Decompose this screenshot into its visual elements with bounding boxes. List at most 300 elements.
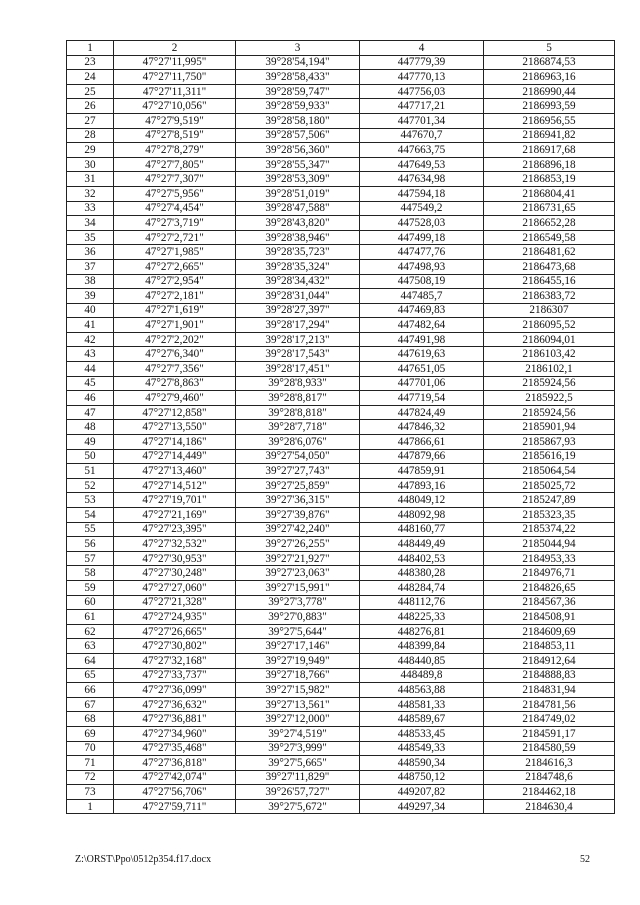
cell-x-coordinate: 447701,06 xyxy=(360,376,484,391)
cell-point-number: 45 xyxy=(67,376,114,391)
header-row xyxy=(67,41,615,56)
cell-point-number: 42 xyxy=(67,332,114,347)
cell-y-coordinate: 2185616,19 xyxy=(484,449,615,464)
cell-y-coordinate: 2186549,58 xyxy=(484,230,615,245)
cell-x-coordinate: 448049,12 xyxy=(360,493,484,508)
cell-longitude: 39°28'54,194" xyxy=(236,55,360,70)
cell-longitude: 39°28'34,432" xyxy=(236,274,360,289)
cell-y-coordinate: 2184853,11 xyxy=(484,639,615,654)
cell-longitude: 39°27'5,644" xyxy=(236,624,360,639)
cell-point-number: 61 xyxy=(67,610,114,625)
cell-latitude: 47°27'6,340" xyxy=(114,347,236,362)
cell-longitude: 39°27'0,883" xyxy=(236,610,360,625)
cell-x-coordinate: 447634,98 xyxy=(360,172,484,187)
header-cell-point: 1 xyxy=(67,41,114,56)
cell-point-number: 54 xyxy=(67,508,114,523)
table-row xyxy=(67,566,615,581)
cell-x-coordinate: 447649,53 xyxy=(360,157,484,172)
table-row xyxy=(67,551,615,566)
table-row xyxy=(67,259,615,274)
cell-y-coordinate: 2184749,02 xyxy=(484,712,615,727)
cell-latitude: 47°27'2,721" xyxy=(114,230,236,245)
table-row xyxy=(67,157,615,172)
cell-x-coordinate: 447549,2 xyxy=(360,201,484,216)
cell-longitude: 39°28'58,433" xyxy=(236,70,360,85)
cell-point-number: 37 xyxy=(67,259,114,274)
cell-latitude: 47°27'8,519" xyxy=(114,128,236,143)
cell-longitude: 39°27'42,240" xyxy=(236,522,360,537)
cell-x-coordinate: 447893,16 xyxy=(360,478,484,493)
cell-longitude: 39°28'31,044" xyxy=(236,289,360,304)
cell-latitude: 47°27'4,454" xyxy=(114,201,236,216)
cell-y-coordinate: 2186094,01 xyxy=(484,332,615,347)
cell-point-number: 31 xyxy=(67,172,114,187)
cell-point-number: 28 xyxy=(67,128,114,143)
table-row xyxy=(67,303,615,318)
table-row xyxy=(67,624,615,639)
cell-latitude: 47°27'14,449" xyxy=(114,449,236,464)
cell-point-number: 35 xyxy=(67,230,114,245)
cell-y-coordinate: 2186383,72 xyxy=(484,289,615,304)
cell-latitude: 47°27'13,460" xyxy=(114,464,236,479)
cell-longitude: 39°28'17,451" xyxy=(236,362,360,377)
table-row xyxy=(67,143,615,158)
cell-y-coordinate: 2186941,82 xyxy=(484,128,615,143)
cell-point-number: 51 xyxy=(67,464,114,479)
cell-x-coordinate: 449297,34 xyxy=(360,799,484,814)
cell-y-coordinate: 2185924,56 xyxy=(484,405,615,420)
cell-longitude: 39°28'38,946" xyxy=(236,230,360,245)
cell-x-coordinate: 447701,34 xyxy=(360,113,484,128)
cell-point-number: 44 xyxy=(67,362,114,377)
table-row xyxy=(67,799,615,814)
cell-longitude: 39°28'17,543" xyxy=(236,347,360,362)
cell-point-number: 68 xyxy=(67,712,114,727)
cell-longitude: 39°28'55,347" xyxy=(236,157,360,172)
cell-latitude: 47°27'26,665" xyxy=(114,624,236,639)
cell-point-number: 30 xyxy=(67,157,114,172)
cell-longitude: 39°27'36,315" xyxy=(236,493,360,508)
cell-x-coordinate: 447477,76 xyxy=(360,245,484,260)
table-row xyxy=(67,653,615,668)
cell-latitude: 47°27'8,863" xyxy=(114,376,236,391)
cell-y-coordinate: 2186307 xyxy=(484,303,615,318)
cell-longitude: 39°27'12,000" xyxy=(236,712,360,727)
cell-y-coordinate: 2185924,56 xyxy=(484,376,615,391)
cell-latitude: 47°27'7,356" xyxy=(114,362,236,377)
cell-longitude: 39°28'6,076" xyxy=(236,435,360,450)
cell-x-coordinate: 448402,53 xyxy=(360,551,484,566)
cell-latitude: 47°27'3,719" xyxy=(114,216,236,231)
cell-latitude: 47°27'9,519" xyxy=(114,113,236,128)
cell-x-coordinate: 447866,61 xyxy=(360,435,484,450)
cell-point-number: 27 xyxy=(67,113,114,128)
cell-x-coordinate: 447719,54 xyxy=(360,391,484,406)
header-cell-longitude: 3 xyxy=(236,41,360,56)
cell-longitude: 39°28'8,933" xyxy=(236,376,360,391)
cell-latitude: 47°27'2,665" xyxy=(114,259,236,274)
cell-y-coordinate: 2184462,18 xyxy=(484,785,615,800)
cell-latitude: 47°27'12,858" xyxy=(114,405,236,420)
cell-longitude: 39°27'27,743" xyxy=(236,464,360,479)
cell-longitude: 39°28'17,213" xyxy=(236,332,360,347)
cell-point-number: 23 xyxy=(67,55,114,70)
cell-point-number: 73 xyxy=(67,785,114,800)
cell-point-number: 43 xyxy=(67,347,114,362)
cell-y-coordinate: 2184567,36 xyxy=(484,595,615,610)
table-row xyxy=(67,741,615,756)
cell-point-number: 38 xyxy=(67,274,114,289)
cell-longitude: 39°27'17,146" xyxy=(236,639,360,654)
cell-x-coordinate: 447824,49 xyxy=(360,405,484,420)
cell-x-coordinate: 447779,39 xyxy=(360,55,484,70)
cell-y-coordinate: 2184609,69 xyxy=(484,624,615,639)
cell-y-coordinate: 2186963,16 xyxy=(484,70,615,85)
cell-latitude: 47°27'7,805" xyxy=(114,157,236,172)
cell-latitude: 47°27'2,954" xyxy=(114,274,236,289)
cell-point-number: 57 xyxy=(67,551,114,566)
cell-y-coordinate: 2184888,83 xyxy=(484,668,615,683)
cell-longitude: 39°28'35,723" xyxy=(236,245,360,260)
table-row xyxy=(67,420,615,435)
cell-latitude: 47°27'13,550" xyxy=(114,420,236,435)
cell-y-coordinate: 2184826,65 xyxy=(484,580,615,595)
cell-point-number: 71 xyxy=(67,756,114,771)
cell-point-number: 1 xyxy=(67,799,114,814)
cell-longitude: 39°27'19,949" xyxy=(236,653,360,668)
table-row xyxy=(67,464,615,479)
cell-x-coordinate: 448284,74 xyxy=(360,580,484,595)
table-row xyxy=(67,478,615,493)
cell-x-coordinate: 447879,66 xyxy=(360,449,484,464)
cell-longitude: 39°28'43,820" xyxy=(236,216,360,231)
cell-latitude: 47°27'59,711" xyxy=(114,799,236,814)
cell-point-number: 32 xyxy=(67,186,114,201)
table-row xyxy=(67,332,615,347)
cell-x-coordinate: 448581,33 xyxy=(360,697,484,712)
cell-y-coordinate: 2186095,52 xyxy=(484,318,615,333)
cell-latitude: 47°27'24,935" xyxy=(114,610,236,625)
table-row xyxy=(67,595,615,610)
cell-longitude: 39°28'51,019" xyxy=(236,186,360,201)
table-row xyxy=(67,712,615,727)
cell-point-number: 24 xyxy=(67,70,114,85)
cell-latitude: 47°27'11,311" xyxy=(114,84,236,99)
cell-latitude: 47°27'1,901" xyxy=(114,318,236,333)
table-row xyxy=(67,508,615,523)
cell-point-number: 29 xyxy=(67,143,114,158)
cell-y-coordinate: 2184912,64 xyxy=(484,653,615,668)
cell-y-coordinate: 2184781,56 xyxy=(484,697,615,712)
cell-y-coordinate: 2186473,68 xyxy=(484,259,615,274)
cell-latitude: 47°27'36,632" xyxy=(114,697,236,712)
cell-y-coordinate: 2184580,59 xyxy=(484,741,615,756)
cell-latitude: 47°27'10,056" xyxy=(114,99,236,114)
table-row xyxy=(67,55,615,70)
cell-x-coordinate: 447491,98 xyxy=(360,332,484,347)
cell-latitude: 47°27'11,750" xyxy=(114,70,236,85)
cell-y-coordinate: 2185064,54 xyxy=(484,464,615,479)
cell-x-coordinate: 448112,76 xyxy=(360,595,484,610)
cell-x-coordinate: 447846,32 xyxy=(360,420,484,435)
cell-latitude: 47°27'9,460" xyxy=(114,391,236,406)
table-row xyxy=(67,391,615,406)
cell-y-coordinate: 2184953,33 xyxy=(484,551,615,566)
cell-longitude: 39°27'25,859" xyxy=(236,478,360,493)
cell-x-coordinate: 448590,34 xyxy=(360,756,484,771)
cell-point-number: 40 xyxy=(67,303,114,318)
cell-latitude: 47°27'27,060" xyxy=(114,580,236,595)
cell-latitude: 47°27'21,328" xyxy=(114,595,236,610)
table-row xyxy=(67,697,615,712)
cell-latitude: 47°27'35,468" xyxy=(114,741,236,756)
cell-latitude: 47°27'2,181" xyxy=(114,289,236,304)
table-row xyxy=(67,522,615,537)
cell-longitude: 39°28'56,360" xyxy=(236,143,360,158)
cell-x-coordinate: 447528,03 xyxy=(360,216,484,231)
cell-latitude: 47°27'36,881" xyxy=(114,712,236,727)
cell-point-number: 50 xyxy=(67,449,114,464)
cell-point-number: 41 xyxy=(67,318,114,333)
cell-longitude: 39°27'23,063" xyxy=(236,566,360,581)
cell-x-coordinate: 447770,13 xyxy=(360,70,484,85)
table-row xyxy=(67,435,615,450)
table-row xyxy=(67,726,615,741)
cell-longitude: 39°28'59,933" xyxy=(236,99,360,114)
cell-latitude: 47°27'11,995" xyxy=(114,55,236,70)
cell-latitude: 47°27'34,960" xyxy=(114,726,236,741)
cell-x-coordinate: 448533,45 xyxy=(360,726,484,741)
header-cell-latitude: 2 xyxy=(114,41,236,56)
cell-longitude: 39°28'57,506" xyxy=(236,128,360,143)
cell-point-number: 25 xyxy=(67,84,114,99)
table-row xyxy=(67,449,615,464)
table-row xyxy=(67,245,615,260)
cell-longitude: 39°28'7,718" xyxy=(236,420,360,435)
table-row xyxy=(67,785,615,800)
cell-x-coordinate: 448380,28 xyxy=(360,566,484,581)
cell-latitude: 47°27'5,956" xyxy=(114,186,236,201)
footer-page-number: 52 xyxy=(580,854,590,865)
cell-latitude: 47°27'33,737" xyxy=(114,668,236,683)
cell-x-coordinate: 447498,93 xyxy=(360,259,484,274)
cell-y-coordinate: 2184630,4 xyxy=(484,799,615,814)
cell-longitude: 39°28'47,588" xyxy=(236,201,360,216)
table-row xyxy=(67,289,615,304)
cell-y-coordinate: 2186652,28 xyxy=(484,216,615,231)
cell-latitude: 47°27'19,701" xyxy=(114,493,236,508)
cell-latitude: 47°27'2,202" xyxy=(114,332,236,347)
cell-x-coordinate: 447670,7 xyxy=(360,128,484,143)
cell-point-number: 55 xyxy=(67,522,114,537)
cell-longitude: 39°28'8,818" xyxy=(236,405,360,420)
table-row xyxy=(67,186,615,201)
table-row xyxy=(67,113,615,128)
cell-x-coordinate: 447717,21 xyxy=(360,99,484,114)
cell-y-coordinate: 2185025,72 xyxy=(484,478,615,493)
table-row xyxy=(67,683,615,698)
cell-x-coordinate: 447469,83 xyxy=(360,303,484,318)
cell-longitude: 39°27'11,829" xyxy=(236,770,360,785)
table-row xyxy=(67,756,615,771)
cell-y-coordinate: 2184508,91 xyxy=(484,610,615,625)
cell-y-coordinate: 2186993,59 xyxy=(484,99,615,114)
cell-point-number: 33 xyxy=(67,201,114,216)
cell-longitude: 39°27'5,672" xyxy=(236,799,360,814)
cell-longitude: 39°27'54,050" xyxy=(236,449,360,464)
table-row xyxy=(67,770,615,785)
cell-point-number: 49 xyxy=(67,435,114,450)
table-row xyxy=(67,537,615,552)
cell-longitude: 39°28'8,817" xyxy=(236,391,360,406)
cell-latitude: 47°27'23,395" xyxy=(114,522,236,537)
cell-y-coordinate: 2184616,3 xyxy=(484,756,615,771)
cell-latitude: 47°27'32,532" xyxy=(114,537,236,552)
cell-y-coordinate: 2184748,6 xyxy=(484,770,615,785)
cell-x-coordinate: 447594,18 xyxy=(360,186,484,201)
cell-y-coordinate: 2185323,35 xyxy=(484,508,615,523)
cell-longitude: 39°27'3,778" xyxy=(236,595,360,610)
cell-x-coordinate: 448589,67 xyxy=(360,712,484,727)
cell-x-coordinate: 447756,03 xyxy=(360,84,484,99)
cell-y-coordinate: 2184976,71 xyxy=(484,566,615,581)
cell-y-coordinate: 2185867,93 xyxy=(484,435,615,450)
cell-y-coordinate: 2185044,94 xyxy=(484,537,615,552)
cell-point-number: 60 xyxy=(67,595,114,610)
cell-point-number: 56 xyxy=(67,537,114,552)
table-row xyxy=(67,347,615,362)
cell-longitude: 39°28'17,294" xyxy=(236,318,360,333)
cell-point-number: 26 xyxy=(67,99,114,114)
cell-longitude: 39°27'13,561" xyxy=(236,697,360,712)
cell-point-number: 70 xyxy=(67,741,114,756)
cell-x-coordinate: 448276,81 xyxy=(360,624,484,639)
table-row xyxy=(67,230,615,245)
cell-y-coordinate: 2186103,42 xyxy=(484,347,615,362)
cell-y-coordinate: 2186917,68 xyxy=(484,143,615,158)
cell-point-number: 36 xyxy=(67,245,114,260)
cell-longitude: 39°27'3,999" xyxy=(236,741,360,756)
cell-point-number: 66 xyxy=(67,683,114,698)
table-body xyxy=(67,55,615,814)
table-row xyxy=(67,318,615,333)
cell-point-number: 69 xyxy=(67,726,114,741)
cell-latitude: 47°27'7,307" xyxy=(114,172,236,187)
cell-point-number: 59 xyxy=(67,580,114,595)
table-row xyxy=(67,84,615,99)
cell-latitude: 47°27'30,248" xyxy=(114,566,236,581)
cell-longitude: 39°27'18,766" xyxy=(236,668,360,683)
cell-point-number: 34 xyxy=(67,216,114,231)
cell-x-coordinate: 447651,05 xyxy=(360,362,484,377)
cell-longitude: 39°28'58,180" xyxy=(236,113,360,128)
cell-latitude: 47°27'42,074" xyxy=(114,770,236,785)
cell-y-coordinate: 2185247,89 xyxy=(484,493,615,508)
footer-file-path: Z:\ORST\Ppo\0512p354.f17.docx xyxy=(75,854,212,865)
table-row xyxy=(67,362,615,377)
cell-x-coordinate: 448440,85 xyxy=(360,653,484,668)
cell-x-coordinate: 448225,33 xyxy=(360,610,484,625)
cell-y-coordinate: 2185374,22 xyxy=(484,522,615,537)
cell-y-coordinate: 2186990,44 xyxy=(484,84,615,99)
cell-longitude: 39°28'53,309" xyxy=(236,172,360,187)
cell-x-coordinate: 448092,98 xyxy=(360,508,484,523)
cell-latitude: 47°27'1,619" xyxy=(114,303,236,318)
cell-longitude: 39°27'39,876" xyxy=(236,508,360,523)
cell-point-number: 58 xyxy=(67,566,114,581)
coordinates-table xyxy=(66,40,615,814)
cell-longitude: 39°27'4,519" xyxy=(236,726,360,741)
table-row xyxy=(67,405,615,420)
cell-latitude: 47°27'21,169" xyxy=(114,508,236,523)
cell-point-number: 47 xyxy=(67,405,114,420)
table-row xyxy=(67,216,615,231)
cell-point-number: 52 xyxy=(67,478,114,493)
cell-x-coordinate: 447508,19 xyxy=(360,274,484,289)
cell-x-coordinate: 447663,75 xyxy=(360,143,484,158)
table-row xyxy=(67,99,615,114)
cell-point-number: 72 xyxy=(67,770,114,785)
cell-latitude: 47°27'1,985" xyxy=(114,245,236,260)
cell-latitude: 47°27'36,818" xyxy=(114,756,236,771)
table-row xyxy=(67,639,615,654)
cell-point-number: 53 xyxy=(67,493,114,508)
table-row xyxy=(67,172,615,187)
table-row xyxy=(67,128,615,143)
cell-x-coordinate: 448399,84 xyxy=(360,639,484,654)
cell-longitude: 39°28'27,397" xyxy=(236,303,360,318)
cell-longitude: 39°28'59,747" xyxy=(236,84,360,99)
cell-longitude: 39°27'15,982" xyxy=(236,683,360,698)
cell-x-coordinate: 448489,8 xyxy=(360,668,484,683)
cell-x-coordinate: 447482,64 xyxy=(360,318,484,333)
cell-y-coordinate: 2186481,62 xyxy=(484,245,615,260)
cell-x-coordinate: 447485,7 xyxy=(360,289,484,304)
cell-point-number: 48 xyxy=(67,420,114,435)
cell-y-coordinate: 2186102,1 xyxy=(484,362,615,377)
cell-latitude: 47°27'30,953" xyxy=(114,551,236,566)
cell-point-number: 39 xyxy=(67,289,114,304)
cell-y-coordinate: 2186956,55 xyxy=(484,113,615,128)
cell-point-number: 63 xyxy=(67,639,114,654)
cell-y-coordinate: 2185922,5 xyxy=(484,391,615,406)
cell-point-number: 46 xyxy=(67,391,114,406)
cell-longitude: 39°26'57,727" xyxy=(236,785,360,800)
table-row xyxy=(67,668,615,683)
cell-y-coordinate: 2184831,94 xyxy=(484,683,615,698)
cell-x-coordinate: 448563,88 xyxy=(360,683,484,698)
cell-latitude: 47°27'30,802" xyxy=(114,639,236,654)
cell-longitude: 39°27'15,991" xyxy=(236,580,360,595)
cell-x-coordinate: 448449,49 xyxy=(360,537,484,552)
cell-x-coordinate: 448549,33 xyxy=(360,741,484,756)
cell-x-coordinate: 449207,82 xyxy=(360,785,484,800)
cell-latitude: 47°27'8,279" xyxy=(114,143,236,158)
cell-y-coordinate: 2186455,16 xyxy=(484,274,615,289)
cell-y-coordinate: 2184591,17 xyxy=(484,726,615,741)
cell-y-coordinate: 2186874,53 xyxy=(484,55,615,70)
cell-point-number: 65 xyxy=(67,668,114,683)
cell-x-coordinate: 448750,12 xyxy=(360,770,484,785)
cell-point-number: 64 xyxy=(67,653,114,668)
cell-longitude: 39°27'26,255" xyxy=(236,537,360,552)
cell-latitude: 47°27'32,168" xyxy=(114,653,236,668)
table-row xyxy=(67,493,615,508)
cell-point-number: 62 xyxy=(67,624,114,639)
cell-latitude: 47°27'36,099" xyxy=(114,683,236,698)
cell-longitude: 39°27'21,927" xyxy=(236,551,360,566)
header-cell-y: 5 xyxy=(484,41,615,56)
